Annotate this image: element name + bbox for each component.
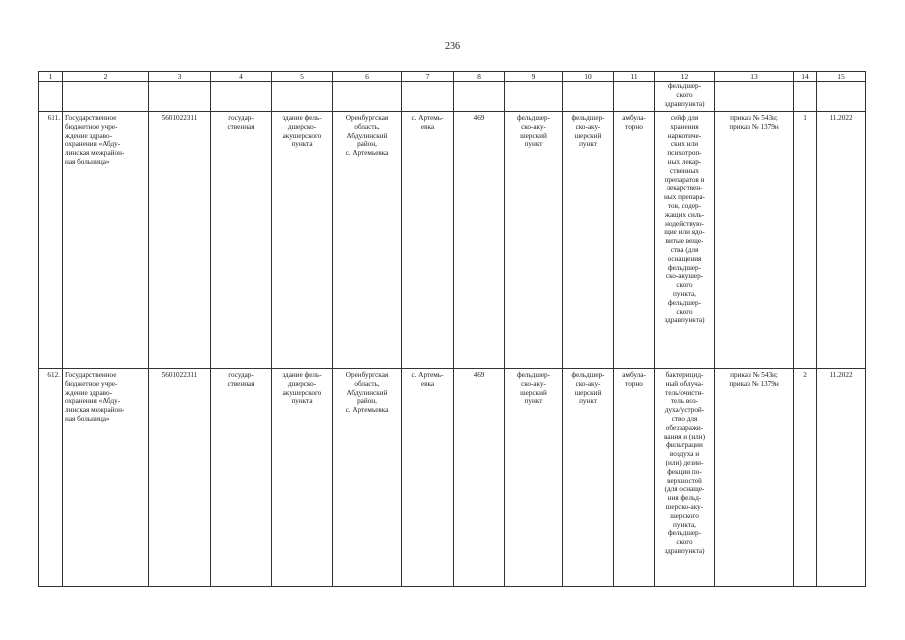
date-cell: 11.2022 [817, 112, 866, 369]
address-cell: Оренбургская область, Абдулинский район, с. Артемьевка [333, 112, 402, 369]
column-number: 3 [149, 72, 211, 82]
column-number: 1 [39, 72, 63, 82]
table-row [39, 369, 866, 587]
registry-table [38, 71, 866, 587]
unit-name-cell: фельдшер- ско-аку- шерский пункт [563, 112, 614, 369]
column-number: 13 [715, 72, 794, 82]
population-cell: 469 [454, 369, 505, 587]
row-number: 612. [39, 369, 63, 587]
care-form-cell: амбула- торно [614, 369, 655, 587]
equipment-cell: фельдшер- ского здравпункта) [655, 82, 715, 112]
column-number: 9 [505, 72, 563, 82]
column-number: 4 [211, 72, 272, 82]
quantity-cell: 2 [794, 369, 817, 587]
population-cell: 469 [454, 112, 505, 369]
equipment-cell: сейф для хранения наркотиче- ских или психотроп- ных лекар- ственных препаратов и лекарствен- ных препара- тов, содер- жащих силь- нодействую- щие или ядо- витые веще- ства (для оснащения фельдшер- ско-акушер- ского пункта, фельдшер- ского здравпункта) [655, 112, 715, 369]
order-cell: приказ № 543н; приказ № 1379н [715, 112, 794, 369]
column-number: 14 [794, 72, 817, 82]
column-number: 12 [655, 72, 715, 82]
unit-type-cell: фельдшер- ско-аку- шерский пункт [505, 112, 563, 369]
settlement-cell: с. Артемь- евка [402, 112, 454, 369]
organization-cell: Государственное бюджетное учре- ждение здраво- охранения «Абду- линская межрайон- ная больница» [63, 369, 149, 587]
table-row [39, 112, 866, 369]
column-number-row [39, 72, 866, 82]
page-number: 236 [445, 41, 460, 52]
settlement-cell: с. Артемь- евка [402, 369, 454, 587]
column-number: 11 [614, 72, 655, 82]
column-number: 7 [402, 72, 454, 82]
column-number: 15 [817, 72, 866, 82]
care-form-cell: амбула- торно [614, 112, 655, 369]
column-number: 6 [333, 72, 402, 82]
unit-name-cell: фельдшер- ско-аку- шерский пункт [563, 369, 614, 587]
building-cell: здание фель- дшерско- акушерского пункта [272, 369, 333, 587]
ownership-cell: государ- ственная [211, 112, 272, 369]
building-cell: здание фель- дшерско- акушерского пункта [272, 112, 333, 369]
quantity-cell: 1 [794, 112, 817, 369]
unit-type-cell: фельдшер- ско-аку- шерский пункт [505, 369, 563, 587]
ownership-cell: государ- ственная [211, 369, 272, 587]
inn-cell: 5601022311 [149, 369, 211, 587]
column-number: 2 [63, 72, 149, 82]
column-number: 8 [454, 72, 505, 82]
address-cell: Оренбургская область, Абдулинский район, с. Артемьевка [333, 369, 402, 587]
continuation-row [39, 82, 866, 112]
row-number: 611. [39, 112, 63, 369]
organization-cell: Государственное бюджетное учре- ждение здраво- охранения «Абду- линская межрайон- ная больница» [63, 112, 149, 369]
column-number: 10 [563, 72, 614, 82]
inn-cell: 5601022311 [149, 112, 211, 369]
order-cell: приказ № 543н; приказ № 1379н [715, 369, 794, 587]
column-number: 5 [272, 72, 333, 82]
date-cell: 11.2022 [817, 369, 866, 587]
equipment-cell: бактерицид- ный облуча- тель/очисти- тель воз- духа/устрой- ство для обеззаражи- вания и (или) фильтрации воздуха и (или) дезин- фекции по- верхностей (для оснаще- ния фельд- шерско-аку- шерского пункта, фельдшер- ского здравпункта) [655, 369, 715, 587]
